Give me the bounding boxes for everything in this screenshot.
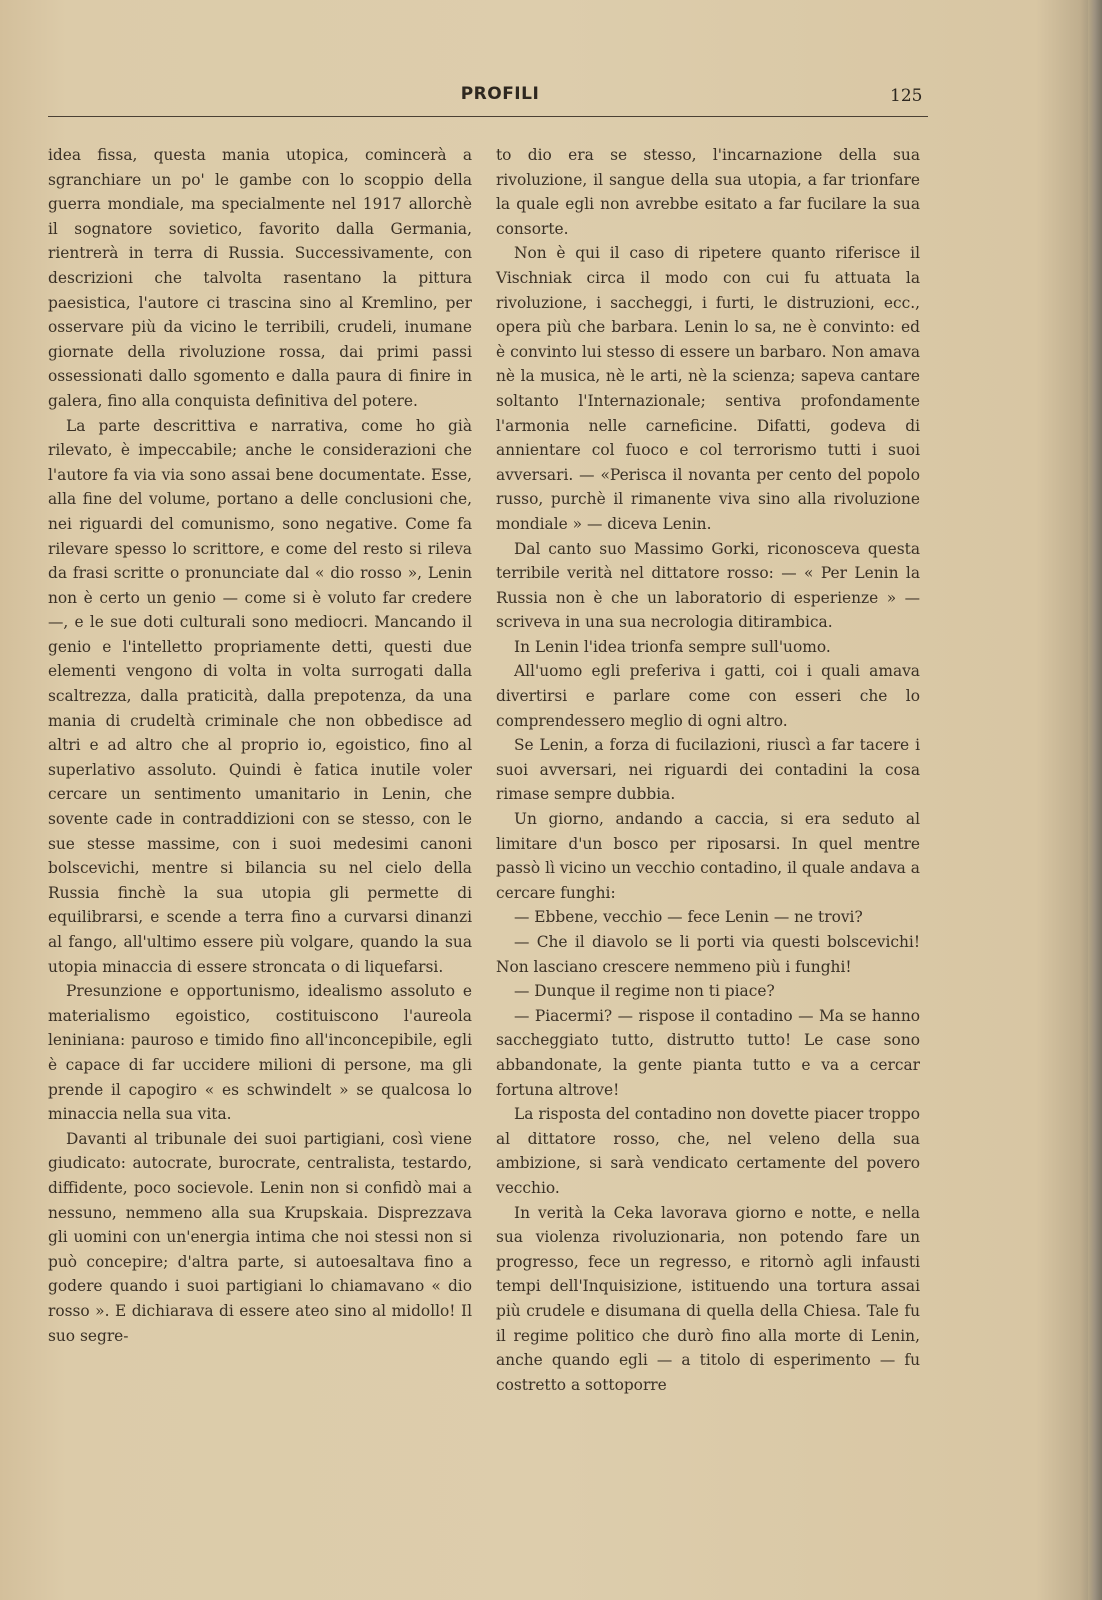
page-number: 125	[890, 86, 923, 106]
dialogue-line: — Dunque il regime non ti piace?	[514, 982, 775, 1001]
paragraph: La parte descrittiva e narrativa, come ho già rilevato, è impeccabile; anche le considerazioni che l'autore fa via via sono assai bene documentate. Esse, alla fine del volume, portano a delle conclusioni che, nei riguardi del comunismo, sono negative. Come fa rilevare spesso lo scrittore, e come del resto si rileva da frasi scritte o pronunciate dal « dio rosso », Lenin non è certo un genio — come si è voluto far credere —, e le sue doti culturali sono mediocri. Mancando il genio e l'intelletto propriamente detti, questi due elementi vengono di volta in volta surrogati dalla scaltrezza, dalla praticità, dalla prepotenza, da una mania di crudeltà criminale che non obbedisce ad altri e ad altro che al proprio io, egoistico, fino al superlativo assoluto. Quindi è fatica inutile voler cercare un sentimento umanitario in Lenin, che sovente cade in contraddizioni con se stesso, con le sue stesse massime, con i suoi medesimi canoni bolscevichi, mentre si bilancia su nel cielo della Russia finchè la sua utopia gli permette di equilibrarsi, e scende a terra fino a curvarsi dinanzi al fango, all'ultimo essere più volgare, quando la sua utopia minaccia di essere stroncata o di liquefarsi.	[48, 416, 472, 976]
paragraph: idea fissa, questa mania utopica, comincerà a sgranchiare un po' le gambe con lo scoppio della guerra mondiale, ma specialmente nel 1917 allorchè il sognatore sovietico, favorito dalla Germania, rientrerà in terra di Russia. Successivamente, con descrizioni che talvolta rasentano la pittura paesistica, l'autore ci trascina sino al Kremlino, per osservare più da vicino le terribili, crudeli, inumane giornate della rivoluzione rossa, dai primi passi ossessionati dallo sgomento e dalla paura di finire in galera, fino alla conquista definitiva del potere.	[48, 146, 472, 410]
paragraph: In verità la Ceka lavorava giorno e notte, e nella sua violenza rivoluzionaria, non potendo fare un progresso, fece un regresso, e ritornò agli infausti tempi dell'Inquisizione, istituendo una tortura assai più crudele e disumana di quella della Chiesa. Tale fu il regime politico che durò fino alla morte di Lenin, anche quando egli — a titolo di esperimento — fu costretto a sottoporre	[496, 1203, 920, 1394]
paragraph: All'uomo egli preferiva i gatti, coi i quali amava divertirsi e parlare come con esseri che lo comprendessero meglio di ogni altro.	[496, 662, 920, 730]
right-column	[496, 143, 920, 1397]
paragraph: to dio era se stesso, l'incarnazione della sua rivoluzione, il sangue della sua utopia, a far trionfare la quale egli non avrebbe esitato a far fucilare la sua consorte.	[496, 146, 920, 238]
running-header-title: PROFILI	[460, 84, 540, 104]
dialogue-line: — Piacermi? — rispose il contadino — Ma se hanno saccheggiato tutto, distrutto tutto! Le case sono abbandonate, la gente pianta tutto e va a cercar fortuna altrove!	[496, 1006, 920, 1099]
dialogue-line: — Ebbene, vecchio — fece Lenin — ne trovi?	[514, 908, 863, 927]
left-column	[48, 143, 472, 1348]
paragraph: La risposta del contadino non dovette piacer troppo al dittatore rosso, che, nel veleno della sua ambizione, si sarà vendicato certamente del povero vecchio.	[496, 1105, 920, 1197]
paragraph: Se Lenin, a forza di fucilazioni, riuscì a far tacere i suoi avversari, nei riguardi dei contadini la cosa rimase sempre dubbia.	[496, 736, 920, 804]
dialogue-line: — Che il diavolo se li porti via questi bolscevichi! Non lasciano crescere nemmeno più i funghi!	[496, 933, 920, 976]
paragraph: Dal canto suo Massimo Gorki, riconosceva questa terribile verità nel dittatore rosso: — « Per Lenin la Russia non è che un laboratorio di esperienze » — scriveva in una sua necrologia ditirambica.	[496, 539, 920, 632]
paragraph: In Lenin l'idea trionfa sempre sull'uomo.	[514, 637, 831, 656]
paragraph: Davanti al tribunale dei suoi partigiani, così viene giudicato: autocrate, burocrate, centralista, testardo, diffidente, poco socievole. Lenin non si confidò mai a nessuno, nemmeno alla sua Krupskaia. Disprezzava gli uomini con un'energia intima che noi stessi non si può concepire; d'altra parte, si autoesaltava fino a godere quando i suoi partigiani lo chiamavano « dio rosso ». E dichiarava di essere ateo sino al midollo! Il suo segre-	[48, 1129, 472, 1345]
page-edge	[1088, 0, 1102, 1600]
paragraph: Non è qui il caso di ripetere quanto riferisce il Vischniak circa il modo con cui fu attuata la rivoluzione, i saccheggi, i furti, le distruzioni, ecc., opera più che barbara. Lenin lo sa, ne è convinto: ed è convinto lui stesso di essere un barbaro. Non amava nè la musica, nè le arti, nè la scienza; sapeva cantare soltanto l'Internazionale; sentiva profondamente l'armonia nelle carneficine. Difatti, godeva di annientare col fuoco e col terrorismo tutti i suoi avversari. — «Perisca il novanta per cento del popolo russo, purchè il rimanente viva sino alla rivoluzione mondiale » — diceva Lenin.	[496, 244, 920, 533]
paragraph: Un giorno, andando a caccia, si era seduto al limitare d'un bosco per riposarsi. In quel mentre passò lì vicino un vecchio contadino, il quale andava a cercare funghi:	[496, 810, 920, 902]
paragraph: Presunzione e opportunismo, idealismo assoluto e materialismo egoistico, costituiscono l'aureola leniniana: pauroso e timido fino all'inconcepibile, egli è capace di far uccidere milioni di persone, ma gli prende il capogiro « es schwindelt » se qualcosa lo minaccia nella sua vita.	[48, 982, 472, 1124]
header-rule	[48, 116, 928, 117]
